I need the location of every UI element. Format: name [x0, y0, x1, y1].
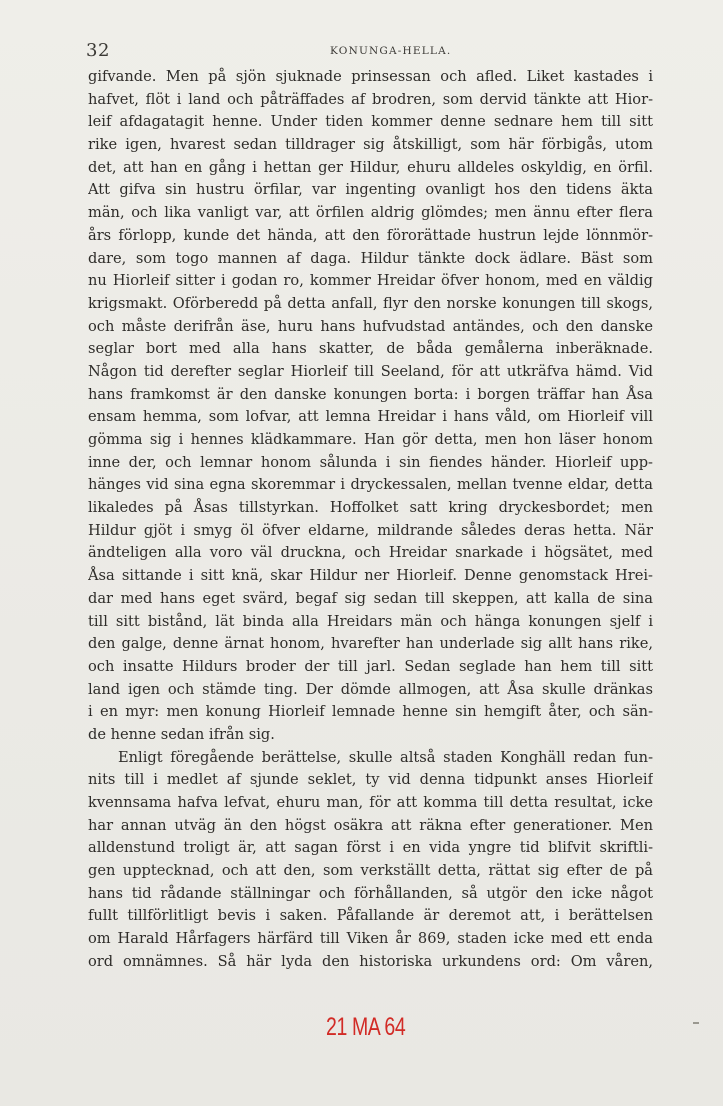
text-line: ord omnämnes. Så här lyda den historiska urkundens ord: Om våren, — [88, 952, 653, 970]
text-line: Åsa sittande i sitt knä, skar Hildur ner Hiorleif. Denne genomstack Hrei- — [88, 567, 653, 585]
text-line: likaledes på Åsas tillstyrkan. Hoffolket satt kring dryckesbordet; men — [88, 499, 653, 517]
text-line: i en myr: men konung Hiorleif lemnade henne sin hemgift åter, och sän- — [88, 703, 653, 721]
text-line: Hildur gjöt i smyg öl öfver eldarne, mildrande således deras hetta. När — [88, 521, 653, 539]
text-line: har annan utväg än den högst osäkra att räkna efter generationer. Men — [88, 816, 653, 834]
text-line: gömma sig i hennes klädkammare. Han gör detta, men hon läser honom — [88, 431, 653, 448]
text-line: land igen och stämde ting. Der dömde allmogen, att Åsa skulle dränkas — [88, 680, 653, 698]
text-line: hafvet, flöt i land och påträffades af brodren, som dervid tänkte att Hior- — [88, 90, 653, 108]
text-line: det, att han en gång i hettan ger Hildur, ehuru alldeles oskyldig, en örfil. — [88, 158, 653, 176]
running-title: KONUNGA-HELLA. — [330, 45, 452, 57]
paragraph-end-line: de henne sedan ifrån sig. — [88, 725, 275, 743]
text-line: hänges vid sina egna skoremmar i dryckessalen, mellan tvenne eldar, detta — [88, 476, 653, 494]
paragraph-start-line: Enligt föregående berättelse, skulle altså staden Konghäll redan fun- — [118, 748, 653, 766]
text-line: ensam hemma, som lofvar, att lemna Hreidar i hans våld, om Hiorleif vill — [88, 408, 653, 426]
text-line: fullt tillförlitligt bevis i saken. Påfallande är deremot att, i berättelsen — [88, 907, 653, 925]
text-line: dar med hans eget svärd, begaf sig sedan till skeppen, att kalla de sina — [88, 589, 653, 607]
text-line: dare, som togo mannen af daga. Hildur tänkte dock ädlare. Bäst som — [88, 249, 653, 267]
library-stamp: 21 MA 64 — [326, 1013, 406, 1041]
text-line: rike igen, hvarest sedan tilldrager sig åtskilligt, som här förbigås, utom — [88, 136, 653, 154]
text-line: ändteligen alla voro väl druckna, och Hreidar snarkade i högsätet, med — [88, 544, 653, 562]
text-line: män, och lika vanligt var, att örfilen aldrig glömdes; men ännu efter flera — [88, 204, 653, 222]
text-line: nu Hiorleif sitter i godan ro, kommer Hreidar öfver honom, med en väldig — [88, 272, 653, 290]
text-line: den galge, denne ärnat honom, hvarefter han underlade sig allt hans rike, — [88, 635, 653, 653]
text-line: inne der, och lemnar honom sålunda i sin fiendes händer. Hiorleif upp- — [88, 453, 653, 471]
text-line: alldenstund troligt är, att sagan först i en vida yngre tid blifvit skriftli- — [88, 839, 653, 857]
text-line: gifvande. Men på sjön sjuknade prinsessan och afled. Liket kastades i — [88, 68, 653, 85]
text-line: års förlopp, kunde det hända, att den förorättade hustrun lejde lönnmör- — [88, 226, 653, 244]
text-line: till sitt bistånd, lät binda alla Hreidars män och hänga konungen sjelf i — [88, 612, 653, 630]
text-line: Någon tid derefter seglar Hiorleif till Seeland, för att utkräfva hämd. Vid — [88, 362, 653, 380]
text-line: Att gifva sin hustru örfilar, var ingenting ovanligt hos den tidens äkta — [88, 181, 653, 199]
page-number: 32 — [86, 40, 110, 61]
text-line: hans tid rådande ställningar och förhållanden, så utgör den icke något — [88, 884, 653, 902]
text-line: om Harald Hårfagers härfärd till Viken år 869, staden icke med ett enda — [88, 930, 653, 948]
text-line: gen upptecknad, och att den, som verkställt detta, rättat sig efter de på — [88, 862, 653, 880]
text-line: krigsmakt. Oförberedd på detta anfall, flyr den norske konungen till skogs, — [88, 294, 653, 312]
text-line: seglar bort med alla hans skatter, de båda gemålerna inberäknade. — [88, 340, 653, 358]
margin-mark — [693, 1022, 699, 1024]
text-line: och insatte Hildurs broder der till jarl. Sedan seglade han hem till sitt — [88, 657, 653, 675]
text-line: kvennsama hafva lefvat, ehuru man, för att komma till detta resultat, icke — [88, 794, 653, 811]
text-line: och måste derifrån äse, huru hans hufvudstad antändes, och den danske — [88, 317, 653, 335]
text-line: nits till i medlet af sjunde seklet, ty vid denna tidpunkt anses Hiorleif — [88, 771, 653, 789]
body-text — [88, 66, 653, 974]
text-line: hans framkomst är den danske konungen borta: i borgen träffar han Åsa — [88, 385, 653, 403]
text-line: leif afdagatagit henne. Under tiden kommer denne sednare hem till sitt — [88, 113, 653, 131]
